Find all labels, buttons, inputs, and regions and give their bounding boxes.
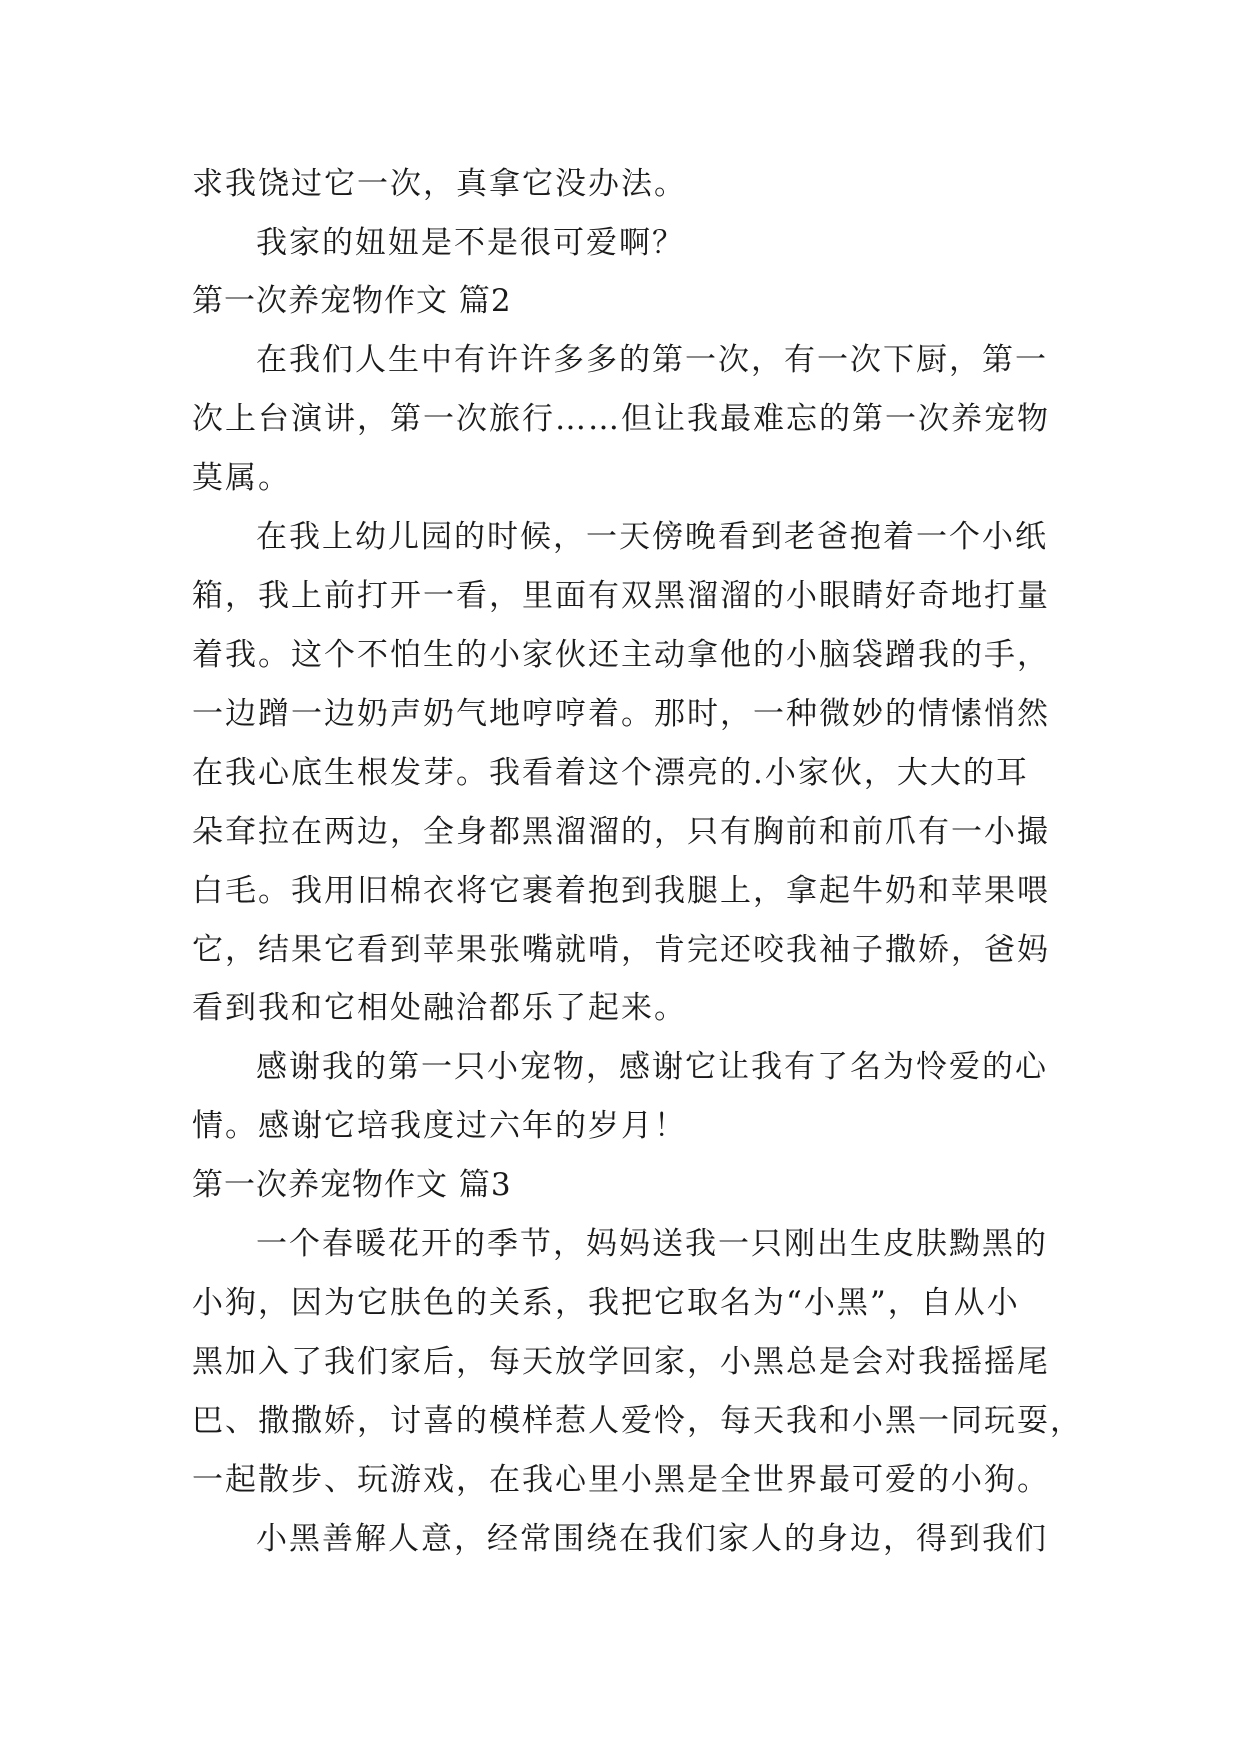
paragraph-line: 看到我和它相处融洽都乐了起来。 [192, 990, 687, 1026]
paragraph-line: 巴、撒撒娇，讨喜的模样惹人爱怜，每天我和小黑一同玩耍， [192, 1403, 1083, 1439]
paragraph-line: 黑加入了我们家后，每天放学回家，小黑总是会对我摇摇尾 [192, 1344, 1050, 1380]
paragraph-line: 次上台演讲，第一次旅行……但让我最难忘的第一次养宠物 [192, 401, 1050, 437]
paragraph-line: 小狗，因为它肤色的关系，我把它取名为“小黑”，自从小 [192, 1285, 1020, 1321]
section-heading: 第一次养宠物作文 篇2 [192, 283, 512, 319]
paragraph-line: 求我饶过它一次，真拿它没办法。 [192, 166, 687, 202]
paragraph-line: 一边蹭一边奶声奶气地哼哼着。那时，一种微妙的情愫悄然 [192, 696, 1050, 732]
paragraph-line: 在我上幼儿园的时候，一天傍晚看到老爸抱着一个小纸 [256, 519, 1048, 555]
paragraph-line: 莫属。 [192, 460, 291, 496]
paragraph-line: 着我。这个不怕生的小家伙还主动拿他的小脑袋蹭我的手， [192, 637, 1050, 673]
paragraph-line: 它，结果它看到苹果张嘴就啃，肯完还咬我袖子撒娇，爸妈 [192, 932, 1050, 968]
paragraph-line: 在我们人生中有许许多多的第一次，有一次下厨，第一 [256, 342, 1048, 378]
paragraph-line: 一起散步、玩游戏，在我心里小黑是全世界最可爱的小狗。 [192, 1462, 1050, 1498]
paragraph-line: 感谢我的第一只小宠物，感谢它让我有了名为怜爱的心 [256, 1049, 1048, 1085]
paragraph-line: 一个春暖花开的季节，妈妈送我一只刚出生皮肤黝黑的 [256, 1226, 1048, 1262]
paragraph-line: 箱，我上前打开一看，里面有双黑溜溜的小眼睛好奇地打量 [192, 578, 1050, 614]
paragraph-line: 在我心底生根发芽。我看着这个漂亮的.小家伙，大大的耳 [192, 755, 1029, 791]
paragraph-line: 白毛。我用旧棉衣将它裹着抱到我腿上，拿起牛奶和苹果喂 [192, 873, 1050, 909]
paragraph-line: 小黑善解人意，经常围绕在我们家人的身边，得到我们 [256, 1521, 1048, 1557]
paragraph-line: 我家的妞妞是不是很可爱啊？ [256, 225, 685, 261]
paragraph-line: 情。感谢它培我度过六年的岁月！ [192, 1108, 687, 1144]
section-heading: 第一次养宠物作文 篇3 [192, 1167, 512, 1203]
paragraph-line: 朵耷拉在两边，全身都黑溜溜的，只有胸前和前爪有一小撮 [192, 814, 1050, 850]
